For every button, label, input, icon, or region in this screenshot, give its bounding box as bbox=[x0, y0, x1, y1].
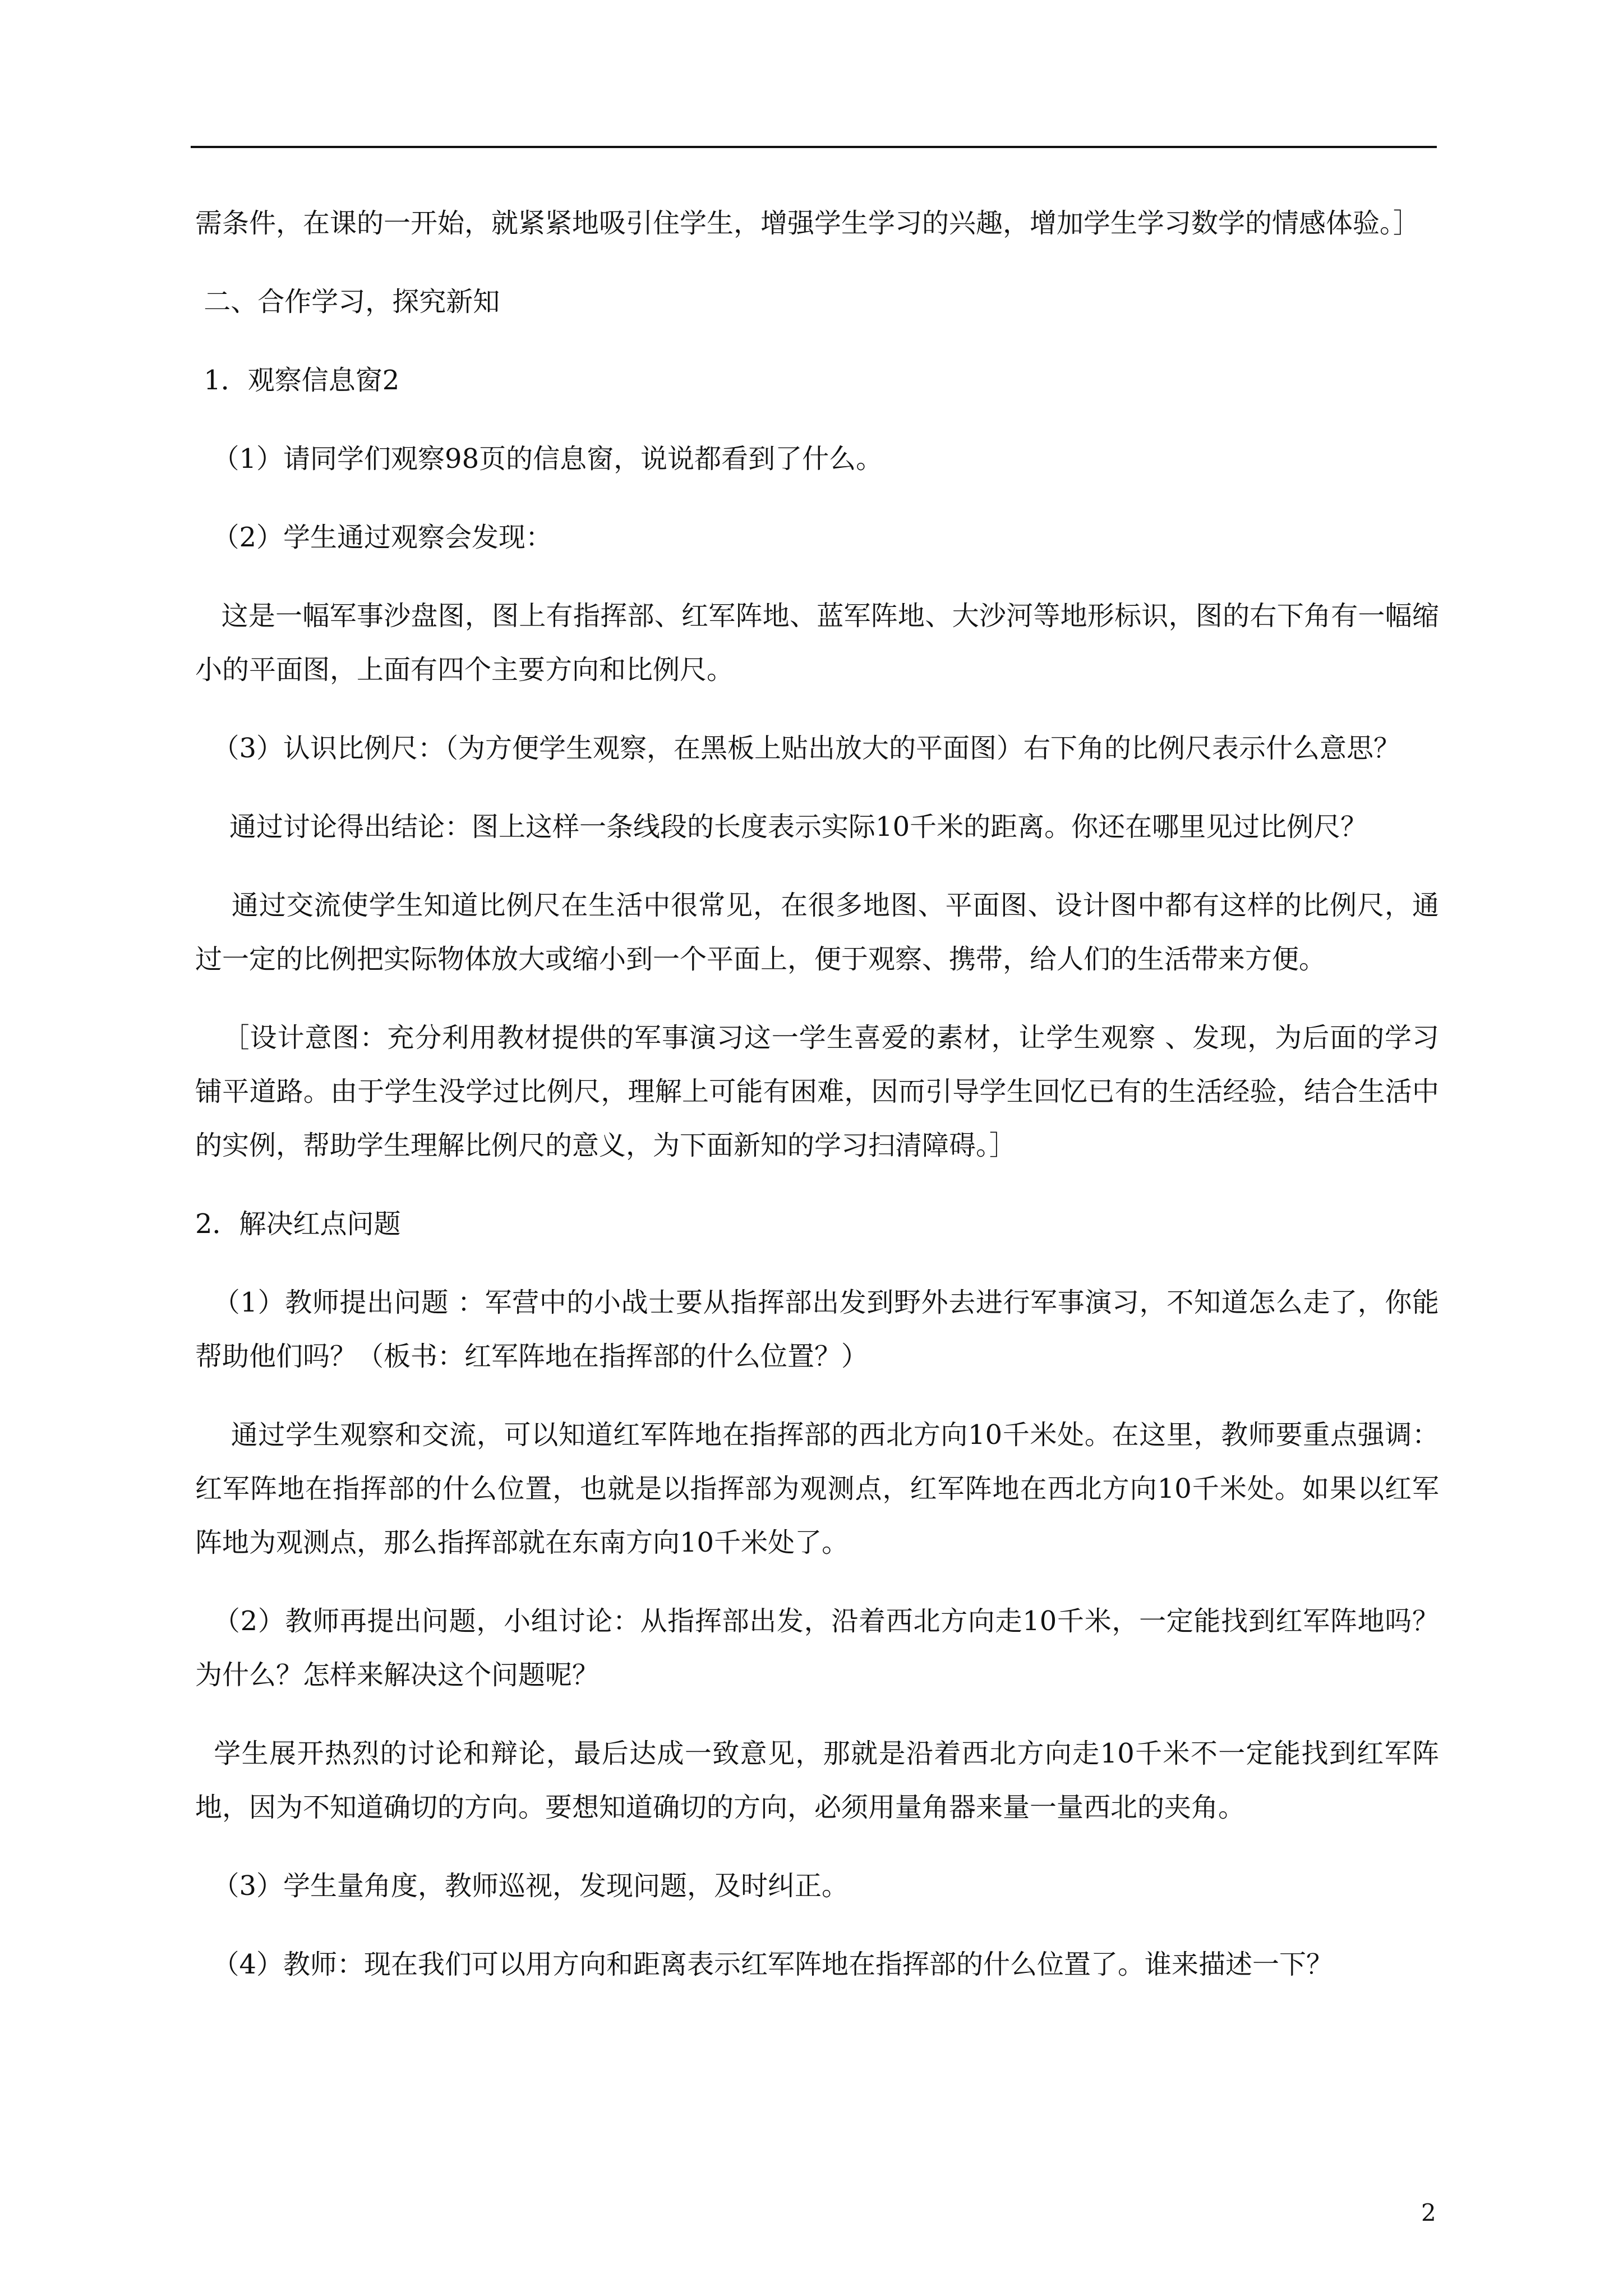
page-number: 2 bbox=[1421, 2199, 1436, 2226]
header-rule bbox=[191, 146, 1437, 148]
paragraph-step-3-scale: （3）认识比例尺：（为方便学生观察，在黑板上贴出放大的平面图）右下角的比例尺表示什么意思？ bbox=[195, 733, 1401, 764]
section-heading-cooperative-learning: 二、合作学习，探究新知 bbox=[195, 286, 500, 318]
paragraph-step-2: （2）学生通过观察会发现： bbox=[195, 522, 553, 553]
subheading-observe-info-window: 1．观察信息窗2 bbox=[195, 365, 400, 396]
paragraph-student-debate: 学生展开热烈的讨论和辩论，最后达成一致意见，那就是沿着西北方向走10千米不一定能找到红军阵地，因为不知道确切的方向。要想知道确切的方向，必须用量角器来量一量西北的夹角。 bbox=[195, 1738, 1439, 1823]
paragraph-teacher-question-1: （1）教师提出问题 ：军营中的小战士要从指挥部出发到野外去进行军事演习，不知道怎么走了，你能帮助他们吗？（板书：红军阵地在指挥部的什么位置？） bbox=[195, 1287, 1439, 1372]
paragraph-step-1: （1）请同学们观察98页的信息窗，说说都看到了什么。 bbox=[195, 443, 883, 475]
subheading-red-point-problem: 2．解决红点问题 bbox=[195, 1208, 401, 1240]
paragraph-step-3-measure: （3）学生量角度，教师巡视，发现问题，及时纠正。 bbox=[195, 1870, 849, 1902]
document-body bbox=[195, 196, 1439, 2016]
paragraph-discussion-conclusion: 通过讨论得出结论：图上这样一条线段的长度表示实际10千米的距离。你还在哪里见过比例尺？ bbox=[195, 811, 1368, 843]
paragraph-continuation: 需条件，在课的一开始，就紧紧地吸引住学生，增强学生学习的兴趣，增加学生学习数学的情感体验。］ bbox=[195, 208, 1421, 239]
paragraph-observation-exchange: 通过学生观察和交流，可以知道红军阵地在指挥部的西北方向10千米处。在这里，教师要重点强调：红军阵地在指挥部的什么位置，也就是以指挥部为观测点，红军阵地在西北方向10千米处。如果以红军阵地为观测点，那么指挥部就在东南方向10千米处了。 bbox=[195, 1419, 1439, 1558]
paragraph-step-4-teacher: （4）教师：现在我们可以用方向和距离表示红军阵地在指挥部的什么位置了。谁来描述一下？ bbox=[195, 1949, 1334, 1980]
paragraph-sandbox-description: 这是一幅军事沙盘图，图上有指挥部、红军阵地、蓝军阵地、大沙河等地形标识，图的右下角有一幅缩小的平面图，上面有四个主要方向和比例尺。 bbox=[195, 600, 1439, 685]
paragraph-design-intent: ［设计意图：充分利用教材提供的军事演习这一学生喜爱的素材，让学生观察 、发现，为后面的学习铺平道路。由于学生没学过比例尺，理解上可能有困难，因而引导学生回忆已有的生活经验，结合生活中的实例，帮助学生理解比例尺的意义，为下面新知的学习扫清障碍。］ bbox=[195, 1022, 1440, 1161]
paragraph-scale-in-life: 通过交流使学生知道比例尺在生活中很常见，在很多地图、平面图、设计图中都有这样的比例尺，通过一定的比例把实际物体放大或缩小到一个平面上，便于观察、携带，给人们的生活带来方便。 bbox=[195, 890, 1439, 975]
paragraph-teacher-question-2: （2）教师再提出问题，小组讨论：从指挥部出发，沿着西北方向走10千米，一定能找到红军阵地吗？为什么？怎样来解决这个问题呢？ bbox=[195, 1605, 1440, 1691]
